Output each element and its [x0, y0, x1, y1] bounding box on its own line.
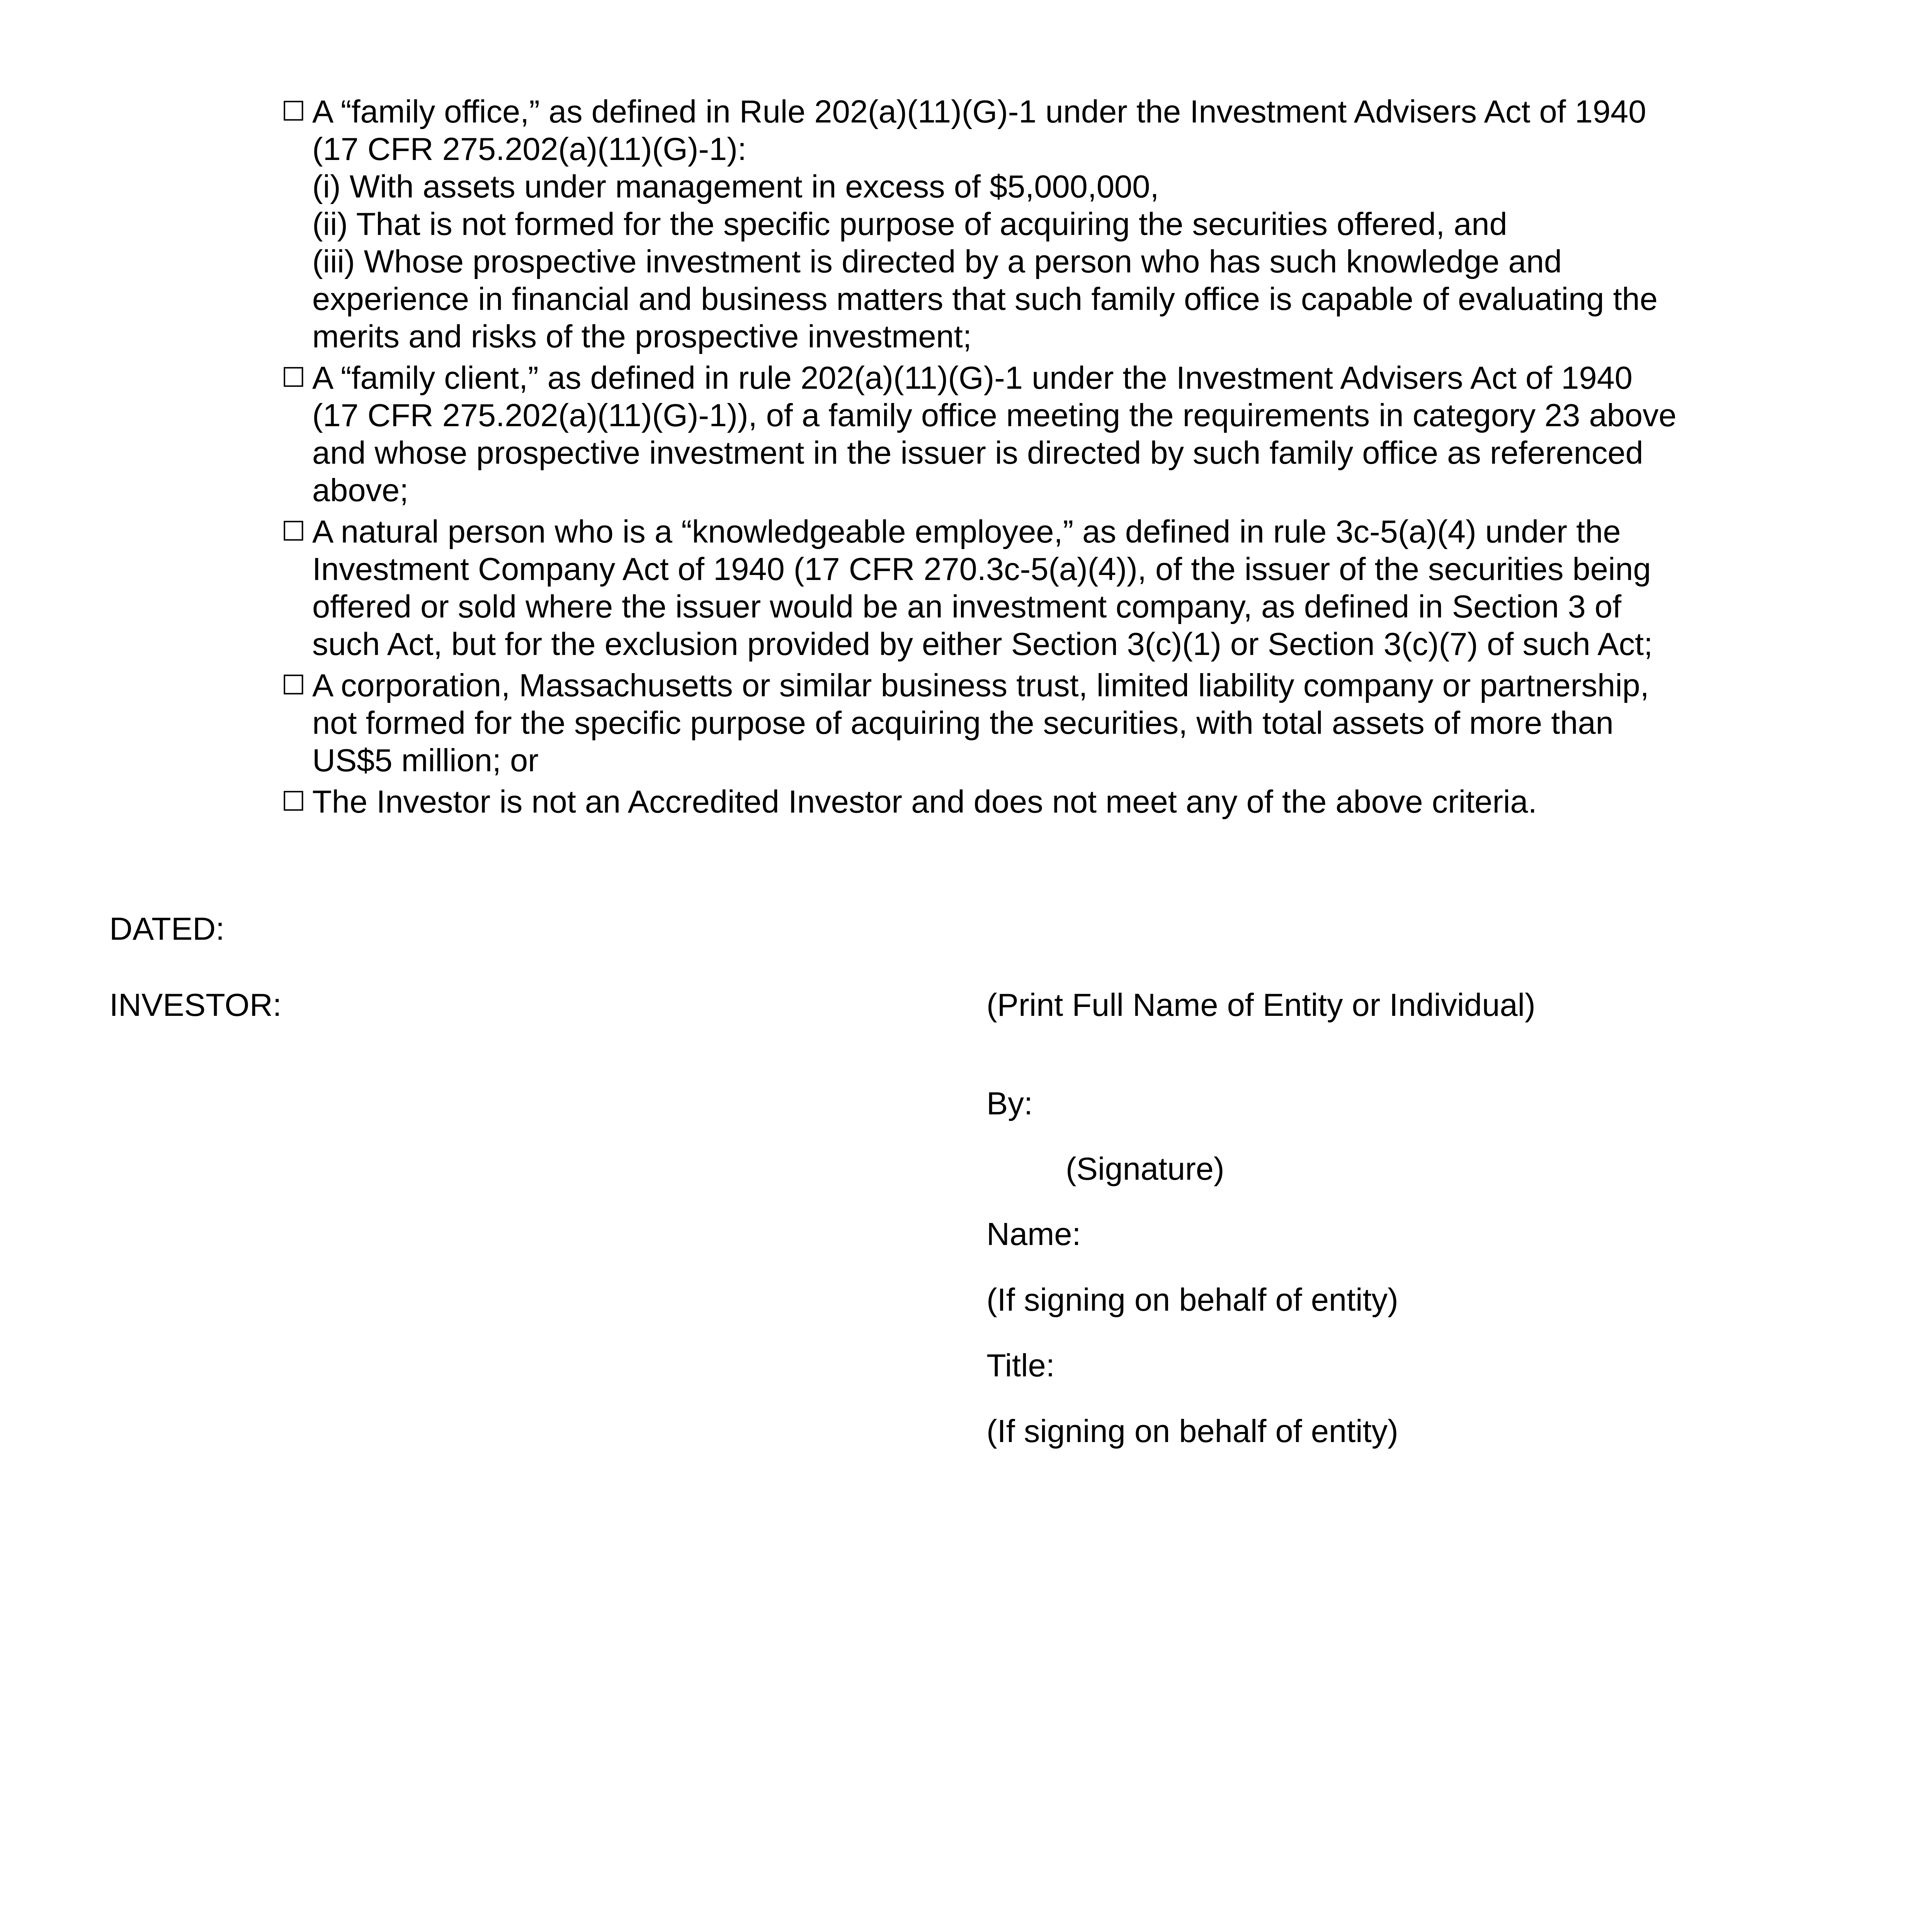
- checklist-item-text: [312, 667, 1688, 779]
- item-line: such Act, but for the exclusion provided by either Section 3(c)(1) or Section 3(c)(7) of such Act;: [312, 626, 1653, 662]
- item-line: experience in financial and business matters that such family office is capable of evaluating the: [312, 281, 1658, 317]
- title-caption: (If signing on behalf of entity): [986, 1413, 1398, 1449]
- checklist-item-family-office: [281, 93, 1688, 355]
- checklist-item-knowledgeable-employee: [281, 513, 1688, 663]
- by-label: By:: [986, 1085, 1033, 1121]
- item-line: (ii) That is not formed for the specific purpose of acquiring the securities offered, and: [312, 206, 1507, 242]
- item-line: (i) With assets under management in excess of $5,000,000,: [312, 168, 1159, 204]
- item-line: and whose prospective investment in the issuer is directed by such family office as referenced: [312, 435, 1643, 471]
- dated-label: DATED:: [109, 911, 225, 947]
- family-office-checkbox[interactable]: ☐: [281, 95, 306, 127]
- investor-label: INVESTOR:: [109, 987, 282, 1023]
- checklist-item-text: [312, 783, 1688, 820]
- item-line: US$5 million; or: [312, 742, 539, 778]
- item-line: Investment Company Act of 1940 (17 CFR 270.3c-5(a)(4)), of the issuer of the securities being: [312, 551, 1651, 587]
- item-line: (iii) Whose prospective investment is directed by a person who has such knowledge and: [312, 243, 1562, 279]
- item-line: (17 CFR 275.202(a)(11)(G)-1):: [312, 131, 747, 167]
- checklist-item-text: [312, 513, 1688, 663]
- item-line: offered or sold where the issuer would be an investment company, as defined in Section 3 of: [312, 588, 1622, 624]
- item-line: The Investor is not an Accredited Investor and does not meet any of the above criteria.: [312, 784, 1537, 820]
- item-line: A natural person who is a “knowledgeable employee,” as defined in rule 3c-5(a)(4) under the: [312, 514, 1621, 549]
- corporation-checkbox[interactable]: ☐: [281, 669, 306, 701]
- knowledgeable-employee-checkbox[interactable]: ☐: [281, 515, 306, 547]
- checklist-item-text: [312, 93, 1688, 355]
- family-client-checkbox[interactable]: ☐: [281, 362, 306, 393]
- item-line: not formed for the specific purpose of acquiring the securities, with total assets of more than: [312, 705, 1614, 741]
- accreditation-checklist: [281, 93, 1688, 820]
- item-line: merits and risks of the prospective investment;: [312, 318, 972, 354]
- name-caption: (If signing on behalf of entity): [986, 1282, 1398, 1318]
- checklist-item-corporation: [281, 667, 1688, 779]
- checklist-item-family-client: [281, 359, 1688, 509]
- checklist-item-text: [312, 359, 1688, 509]
- item-line: above;: [312, 472, 409, 508]
- title-label: Title:: [986, 1347, 1055, 1383]
- print-name-caption: (Print Full Name of Entity or Individual): [986, 987, 1536, 1023]
- signature-caption: (Signature): [1066, 1151, 1225, 1187]
- item-line: A “family office,” as defined in Rule 202(a)(11)(G)-1 under the Investment Advisers Act of 1940: [312, 94, 1646, 129]
- item-line: A corporation, Massachusetts or similar business trust, limited liability company or partnership,: [312, 667, 1649, 703]
- name-label: Name:: [986, 1216, 1081, 1252]
- item-line: A “family client,” as defined in rule 202(a)(11)(G)-1 under the Investment Advisers Act of 1940: [312, 360, 1633, 396]
- not-accredited-checkbox[interactable]: ☐: [281, 786, 306, 817]
- checklist-item-not-accredited: [281, 783, 1688, 820]
- item-line: (17 CFR 275.202(a)(11)(G)-1)), of a family office meeting the requirements in category 23 above: [312, 397, 1677, 433]
